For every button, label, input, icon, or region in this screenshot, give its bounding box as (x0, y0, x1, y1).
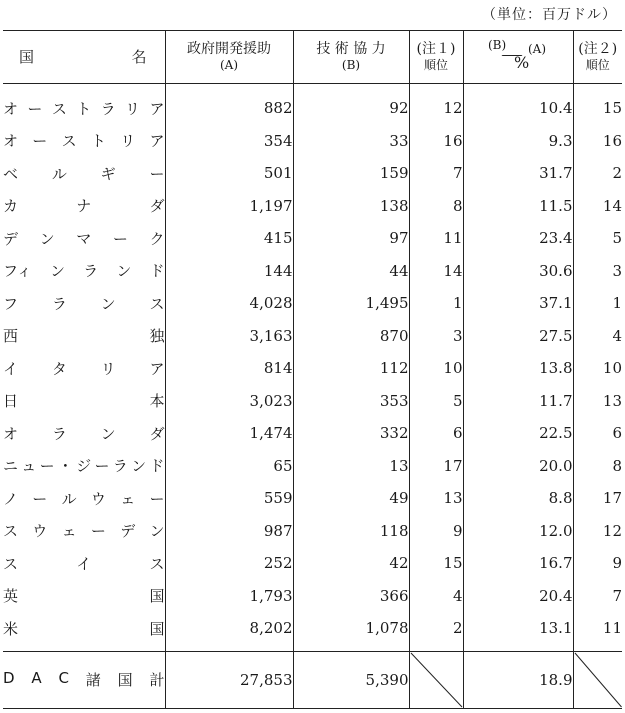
ratio-value: 12.0 (463, 515, 573, 548)
table-row (3, 352, 622, 385)
oda-value: 354 (165, 125, 293, 158)
rank2-value: 15 (573, 84, 622, 125)
country-name-char: ー (112, 229, 128, 248)
rank2-value: 6 (573, 417, 622, 450)
country-name-char: ス (61, 132, 77, 151)
tc-value: 1,495 (293, 287, 409, 320)
ratio-value: 11.7 (463, 385, 573, 418)
header-row (3, 31, 622, 84)
country-name (3, 84, 165, 125)
rank1-value: 17 (409, 450, 463, 483)
country-name-char: ー (39, 457, 55, 476)
country-name-char: ェ (120, 489, 136, 508)
country-name-char: ア (149, 99, 165, 118)
rank2-value: 1 (573, 287, 622, 320)
country-name-char: 英 (3, 587, 19, 606)
table-row (3, 287, 622, 320)
country-name (3, 612, 165, 651)
total-name-char: 計 (149, 671, 165, 689)
ratio-value: 23.4 (463, 222, 573, 255)
total-rank2-empty (573, 651, 622, 708)
country-name-char: イ (76, 554, 92, 573)
country-name-char: ス (149, 294, 165, 313)
rank1-value: 16 (409, 125, 463, 158)
country-name-char: デ (3, 229, 19, 248)
country-name (3, 482, 165, 515)
tc-value: 118 (293, 515, 409, 548)
rank1-value: 9 (409, 515, 463, 548)
country-name-char: ス (3, 522, 19, 541)
tc-value: 332 (293, 417, 409, 450)
header-rank2 (573, 31, 622, 84)
country-name-char: ン (131, 457, 147, 476)
header-ratio-numerator: (B) (488, 38, 507, 52)
header-tc (293, 31, 409, 84)
ratio-value: 8.8 (463, 482, 573, 515)
table-row (3, 515, 622, 548)
country-name-char: ド (149, 457, 165, 476)
country-name-char: オ (3, 132, 19, 151)
country-name-char: 国 (149, 587, 165, 606)
rank1-value: 13 (409, 482, 463, 515)
tc-value: 1,078 (293, 612, 409, 651)
rank2-value: 12 (573, 515, 622, 548)
rank2-value: 16 (573, 125, 622, 158)
oda-value: 3,163 (165, 320, 293, 353)
header-country (3, 31, 165, 84)
table-row (3, 157, 622, 190)
country-name-char: ノ (3, 489, 19, 508)
country-name (3, 515, 165, 548)
header-oda (165, 31, 293, 84)
country-name (3, 255, 165, 288)
country-name-char: ン (39, 229, 55, 248)
ratio-value: 16.7 (463, 547, 573, 580)
table-row (3, 125, 622, 158)
country-name-char: 日 (3, 392, 19, 411)
rank2-value: 8 (573, 450, 622, 483)
country-name (3, 125, 165, 158)
total-name-char: D (3, 669, 15, 687)
country-name-char: ル (51, 164, 67, 183)
country-name-char: ・ (57, 457, 73, 476)
oda-value: 1,197 (165, 190, 293, 223)
country-name (3, 320, 165, 353)
rank1-value: 14 (409, 255, 463, 288)
country-name-char: ウ (32, 522, 48, 541)
oda-value: 415 (165, 222, 293, 255)
header-rank2-sub: 順位 (585, 58, 610, 72)
tc-value: 870 (293, 320, 409, 353)
header-rank1-sub: 順位 (423, 58, 448, 72)
ratio-value: 22.5 (463, 417, 573, 450)
country-name-char: ギ (100, 164, 116, 183)
table-row (3, 450, 622, 483)
rank1-value: 6 (409, 417, 463, 450)
country-name-char: リ (100, 359, 116, 378)
country-name-char: 米 (3, 619, 19, 638)
total-name (3, 651, 165, 708)
country-name-char: ー (32, 132, 48, 151)
rank2-value: 5 (573, 222, 622, 255)
oda-value: 882 (165, 84, 293, 125)
country-name-char: ン (100, 294, 116, 313)
rank2-value: 10 (573, 352, 622, 385)
tc-value: 42 (293, 547, 409, 580)
country-name (3, 417, 165, 450)
total-name-char: 諸 (85, 671, 101, 689)
oda-value: 65 (165, 450, 293, 483)
country-name-char: タ (51, 359, 67, 378)
country-name-char: 国 (149, 619, 165, 638)
rank1-value: 1 (409, 287, 463, 320)
country-name-char: ー (94, 457, 110, 476)
country-name-char: ー (149, 489, 165, 508)
rank2-value: 9 (573, 547, 622, 580)
country-name-char: ジ (76, 457, 92, 476)
header-country-right: 名 (131, 48, 147, 66)
country-name-char: リ (120, 132, 136, 151)
table-row (3, 580, 622, 613)
country-name-char: ラ (83, 262, 99, 281)
ratio-value: 20.4 (463, 580, 573, 613)
oda-value: 987 (165, 515, 293, 548)
country-name-char: ス (149, 554, 165, 573)
rank2-value: 17 (573, 482, 622, 515)
rank1-value: 3 (409, 320, 463, 353)
oda-value: 1,474 (165, 417, 293, 450)
unit-label: （単位：百万ドル） (482, 7, 617, 23)
header-rank2-note: (注２) (578, 41, 618, 57)
table-row (3, 190, 622, 223)
rank2-value: 3 (573, 255, 622, 288)
country-name-char: 独 (149, 327, 165, 346)
ratio-value: 9.3 (463, 125, 573, 158)
ratio-value: 20.0 (463, 450, 573, 483)
country-name-char: ン (149, 522, 165, 541)
table-row (3, 222, 622, 255)
total-name-char: 国 (117, 671, 133, 689)
country-name-char: ラ (100, 99, 116, 118)
oda-value: 144 (165, 255, 293, 288)
country-name-char: 西 (3, 327, 19, 346)
header-country-left: 国 (19, 48, 35, 66)
header-oda-sub: (A) (219, 58, 239, 72)
country-name (3, 287, 165, 320)
ratio-value: 10.4 (463, 84, 573, 125)
rank1-value: 2 (409, 612, 463, 651)
ratio-value: 27.5 (463, 320, 573, 353)
table-row (3, 84, 622, 125)
rank2-value: 2 (573, 157, 622, 190)
rank1-value: 15 (409, 547, 463, 580)
country-name-char: ー (32, 489, 48, 508)
country-name-char: カ (3, 197, 19, 216)
oda-value: 814 (165, 352, 293, 385)
country-name-char: ン (100, 424, 116, 443)
country-name-char: ス (3, 554, 19, 573)
rank1-value: 8 (409, 190, 463, 223)
tc-value: 97 (293, 222, 409, 255)
tc-value: 33 (293, 125, 409, 158)
rank2-value: 4 (573, 320, 622, 353)
dac-technical-cooperation-table (3, 30, 622, 709)
table-row (3, 612, 622, 651)
country-name (3, 190, 165, 223)
header-ratio-percent: % (514, 53, 530, 72)
country-name-char: ダ (149, 424, 165, 443)
tc-value: 159 (293, 157, 409, 190)
table-row (3, 255, 622, 288)
ratio-value: 13.8 (463, 352, 573, 385)
total-row (3, 651, 622, 708)
country-name-char: ウ (90, 489, 106, 508)
country-name-char: ー (90, 522, 106, 541)
oda-value: 4,028 (165, 287, 293, 320)
country-name-char: デ (120, 522, 136, 541)
table-row (3, 320, 622, 353)
rank2-value: 7 (573, 580, 622, 613)
country-name-char: ェ (61, 522, 77, 541)
table-row (3, 547, 622, 580)
table-row (3, 385, 622, 418)
rank1-value: 5 (409, 385, 463, 418)
country-name (3, 222, 165, 255)
oda-value: 501 (165, 157, 293, 190)
country-name-char: オ (3, 99, 19, 118)
rank2-value: 13 (573, 385, 622, 418)
rank2-value: 11 (573, 612, 622, 651)
ratio-value: 30.6 (463, 255, 573, 288)
header-rank1-note: (注１) (416, 41, 456, 57)
header-ratio-denominator: (A) (527, 42, 546, 56)
total-name-char: A (31, 669, 42, 687)
country-name (3, 157, 165, 190)
rank1-value: 4 (409, 580, 463, 613)
country-name-char: フィ (3, 262, 32, 281)
header-ratio (463, 31, 573, 84)
country-name-char: ニ (3, 457, 19, 476)
country-name-char: ー (27, 99, 43, 118)
rank1-value: 12 (409, 84, 463, 125)
country-name-char: ア (149, 132, 165, 151)
tc-value: 49 (293, 482, 409, 515)
country-name (3, 580, 165, 613)
oda-value: 8,202 (165, 612, 293, 651)
country-name-char: ラ (112, 457, 128, 476)
country-name-char: リ (125, 99, 141, 118)
country-name-char: ン (49, 262, 65, 281)
country-name-char: ア (149, 359, 165, 378)
oda-value: 1,793 (165, 580, 293, 613)
country-name (3, 352, 165, 385)
country-name-char: ラ (51, 424, 67, 443)
total-tc: 5,390 (293, 651, 409, 708)
tc-value: 138 (293, 190, 409, 223)
tc-value: 92 (293, 84, 409, 125)
rank2-value: 14 (573, 190, 622, 223)
ratio-value: 31.7 (463, 157, 573, 190)
country-name-char: ト (76, 99, 92, 118)
rank1-value: 10 (409, 352, 463, 385)
country-name-char: ト (90, 132, 106, 151)
total-rank1-empty (409, 651, 463, 708)
country-name-char: ン (116, 262, 132, 281)
header-tc-sub: (B) (341, 58, 361, 72)
tc-value: 112 (293, 352, 409, 385)
tc-value: 353 (293, 385, 409, 418)
rank1-value: 7 (409, 157, 463, 190)
country-name-char: フ (3, 294, 19, 313)
table-body (3, 84, 622, 652)
country-name-char: ラ (51, 294, 67, 313)
country-name-char: ド (149, 262, 165, 281)
country-name-char: ス (51, 99, 67, 118)
country-name-char: ダ (149, 197, 165, 216)
ratio-value: 13.1 (463, 612, 573, 651)
country-name-char: イ (3, 359, 19, 378)
country-name (3, 450, 165, 483)
total-ratio: 18.9 (463, 651, 573, 708)
country-name-char: ー (149, 164, 165, 183)
tc-value: 13 (293, 450, 409, 483)
oda-value: 559 (165, 482, 293, 515)
ratio-value: 37.1 (463, 287, 573, 320)
country-name-char: オ (3, 424, 19, 443)
oda-value: 3,023 (165, 385, 293, 418)
table-row (3, 417, 622, 450)
ratio-value: 11.5 (463, 190, 573, 223)
tc-value: 366 (293, 580, 409, 613)
country-name (3, 385, 165, 418)
country-name-char: マ (76, 229, 92, 248)
table-row (3, 482, 622, 515)
total-name-char: C (58, 669, 69, 687)
country-name-char: 本 (149, 392, 165, 411)
total-oda: 27,853 (165, 651, 293, 708)
country-name-char: ル (61, 489, 77, 508)
country-name-char: ュ (21, 457, 37, 476)
country-name-char: ベ (3, 164, 19, 183)
oda-value: 252 (165, 547, 293, 580)
header-rank1 (409, 31, 463, 84)
country-name-char: ナ (76, 197, 92, 216)
rank1-value: 11 (409, 222, 463, 255)
header-tc-label: 技 術 協 力 (316, 41, 386, 57)
tc-value: 44 (293, 255, 409, 288)
country-name (3, 547, 165, 580)
header-oda-label: 政府開発援助 (187, 41, 271, 57)
country-name-char: ク (149, 229, 165, 248)
